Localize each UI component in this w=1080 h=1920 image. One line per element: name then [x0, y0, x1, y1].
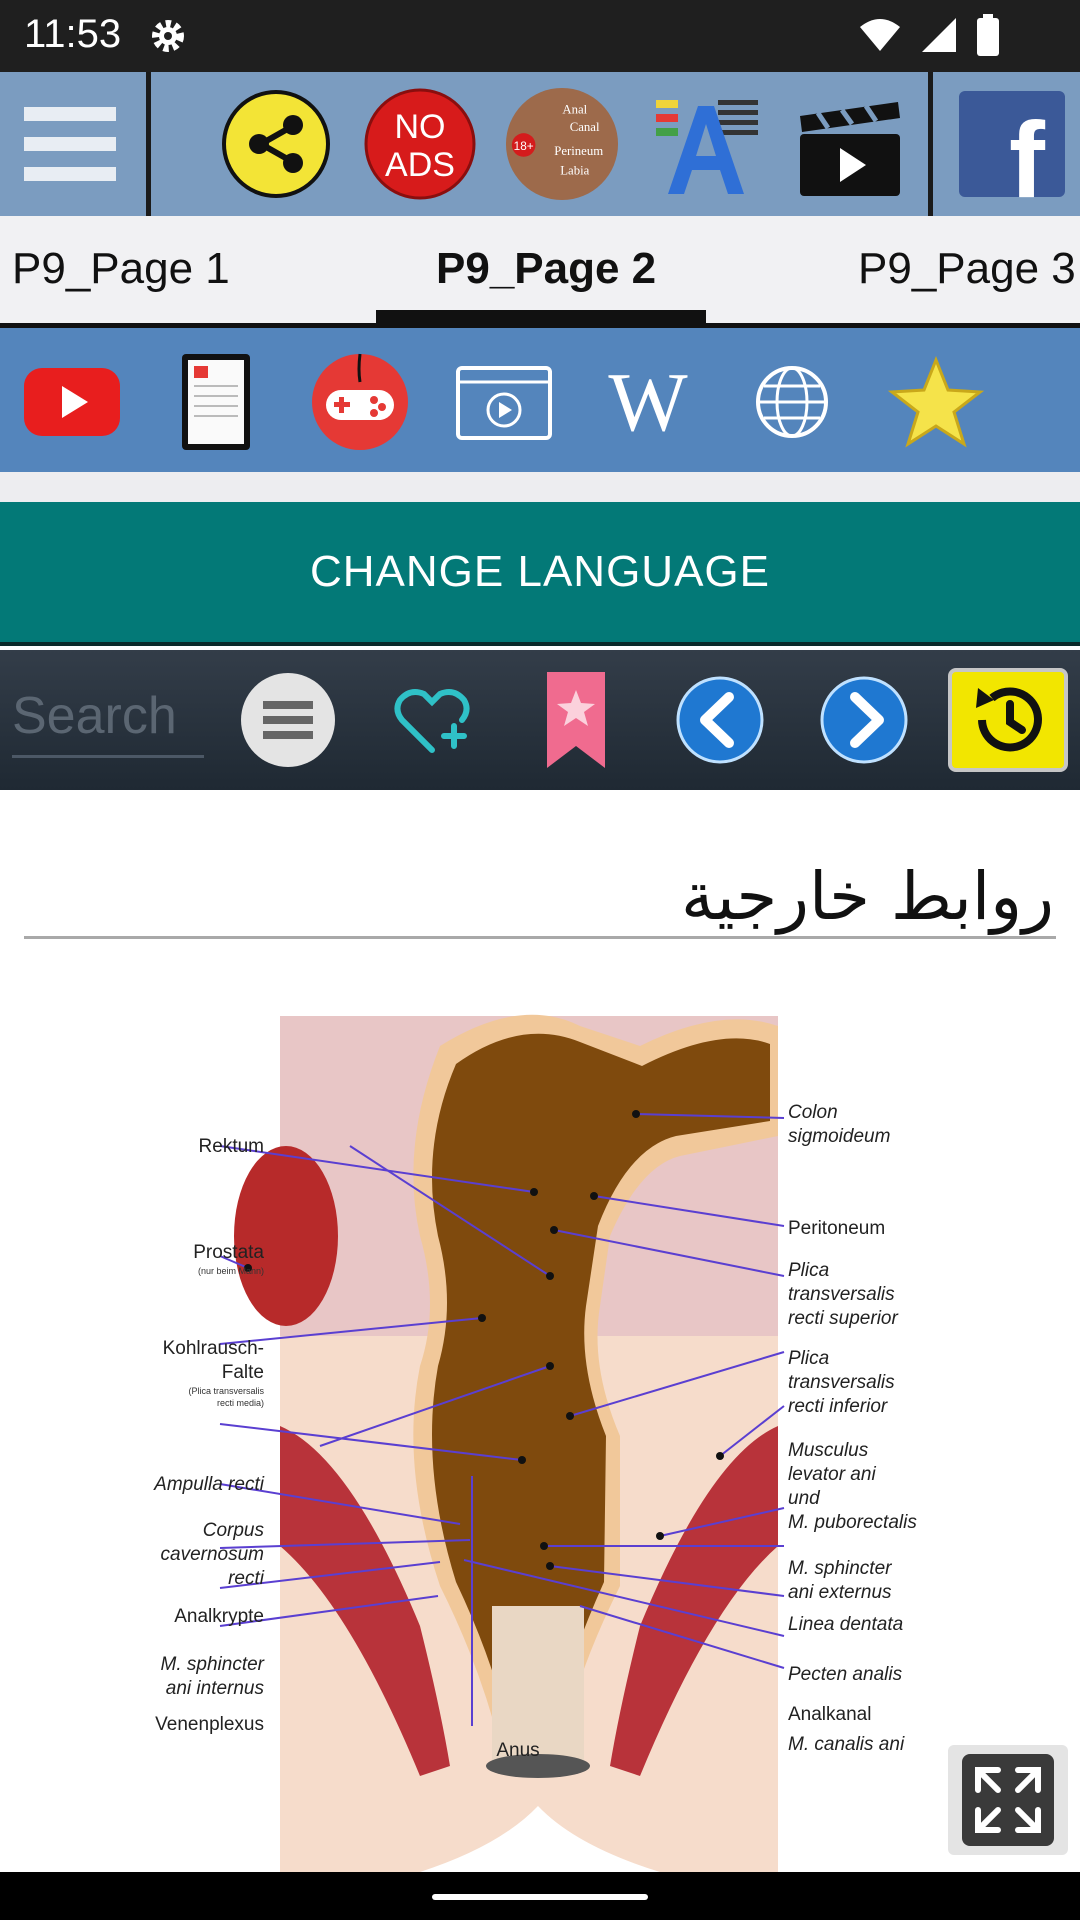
tab-page-2[interactable]: P9_Page 2: [436, 244, 657, 293]
game-button[interactable]: [308, 350, 412, 454]
rectum-anatomy-diagram: [120, 986, 960, 1872]
badge-word-2: Canal: [569, 120, 600, 135]
label-linea-dentata: Linea dentata: [788, 1614, 904, 1635]
forward-arrow-icon: [819, 675, 909, 765]
badge-word-3: Perineum: [554, 143, 604, 158]
wikipedia-button[interactable]: [596, 350, 700, 454]
label-corpus-3: recti: [228, 1568, 264, 1589]
label-corpus-2: cavernosum: [160, 1544, 264, 1565]
label-colon-1: Colon: [788, 1102, 838, 1123]
back-arrow-button[interactable]: [668, 668, 772, 772]
section-heading: روابط خارجية: [681, 858, 1054, 935]
list-menu-button[interactable]: [236, 668, 340, 772]
label-rektum: Rektum: [198, 1136, 264, 1157]
label-sphincter-int-2: ani internus: [165, 1678, 264, 1699]
battery-icon: [976, 14, 1000, 56]
change-language-button[interactable]: CHANGE LANGUAGE: [0, 502, 1080, 646]
clapperboard-icon: [794, 88, 906, 200]
no-ads-button[interactable]: [362, 86, 478, 202]
home-gesture-pill[interactable]: [432, 1894, 648, 1900]
hamburger-icon: [20, 99, 120, 189]
label-prostata-note: (nur beim Mann): [197, 1266, 264, 1276]
label-canalis-ani: M. canalis ani: [788, 1734, 905, 1755]
anatomy-badge-icon: [504, 85, 620, 203]
label-pecten-analis: Pecten analis: [788, 1664, 903, 1685]
add-favorite-button[interactable]: [380, 668, 484, 772]
label-kohlrausch-note-2: recti media): [216, 1398, 264, 1408]
wikipedia-letter: W: [608, 362, 688, 442]
no-ads-icon: [364, 88, 476, 200]
spacer: [0, 472, 1080, 502]
facebook-button[interactable]: [954, 86, 1070, 202]
status-time: 11:53: [24, 12, 122, 56]
badge-age-label: 18+: [513, 139, 534, 153]
facebook-icon: [957, 89, 1067, 199]
ebook-button[interactable]: [164, 350, 268, 454]
facebook-letter: f: [1009, 99, 1045, 199]
label-levator-2: levator ani: [788, 1464, 876, 1485]
label-sphincter-int-1: M. sphincter: [160, 1654, 264, 1675]
label-plica-inf-3: recti inferior: [788, 1396, 888, 1417]
anatomy-badge-button[interactable]: [504, 86, 620, 202]
label-corpus-1: Corpus: [202, 1520, 264, 1541]
bookmark-button[interactable]: [524, 668, 628, 772]
star-icon: [888, 356, 984, 448]
list-menu-icon: [239, 671, 337, 769]
badge-word-1: Anal: [562, 102, 588, 117]
status-bar: [0, 0, 1080, 72]
wikipedia-icon: [596, 362, 700, 442]
share-button[interactable]: [218, 86, 334, 202]
history-button[interactable]: [948, 668, 1068, 772]
label-sphincter-ext-2: ani externus: [788, 1582, 892, 1603]
label-levator-4: M. puborectalis: [788, 1512, 917, 1533]
video-button[interactable]: [792, 86, 908, 202]
wifi-icon: [858, 17, 902, 53]
hamburger-menu-button[interactable]: [12, 86, 128, 202]
search-toolbar: [0, 650, 1080, 790]
label-colon-2: sigmoideum: [788, 1126, 891, 1147]
youtube-icon: [22, 366, 122, 438]
video-player-button[interactable]: [452, 350, 556, 454]
web-button[interactable]: [740, 350, 844, 454]
label-ampulla-recti: Ampulla recti: [154, 1474, 264, 1495]
favorites-star-button[interactable]: [884, 350, 988, 454]
top-toolbar: [0, 72, 1080, 216]
article-content: [0, 790, 1080, 1872]
label-analkanal: Analkanal: [788, 1704, 872, 1725]
label-kohlrausch-note-1: (Plica transversalis: [188, 1386, 264, 1396]
heart-plus-icon: [392, 684, 472, 756]
label-plica-sup-1: Plica: [788, 1260, 830, 1281]
globe-icon: [752, 362, 832, 442]
label-plica-sup-2: transversalis: [788, 1284, 895, 1305]
search-input[interactable]: [12, 676, 204, 758]
label-anus: Anus: [496, 1740, 540, 1761]
heading-divider: [24, 936, 1056, 939]
tab-page-3[interactable]: P9_Page 3: [858, 244, 1076, 293]
label-peritoneum: Peritoneum: [788, 1218, 886, 1239]
fullscreen-icon: [960, 1752, 1056, 1848]
no-ads-line1: NO: [394, 108, 446, 146]
label-venenplexus: Venenplexus: [155, 1714, 264, 1735]
gamepad-icon: [310, 352, 410, 452]
toolbar-divider: [928, 72, 933, 216]
badge-word-4: Labia: [560, 163, 590, 178]
settings-gear-icon: [148, 16, 188, 56]
bookmark-star-icon: [543, 670, 609, 770]
back-arrow-icon: [675, 675, 765, 765]
toolbar-divider: [146, 72, 151, 216]
ebook-reader-icon: [180, 352, 252, 452]
icon-bar: [0, 328, 1080, 472]
youtube-button[interactable]: [20, 350, 124, 454]
label-prostata: Prostata: [193, 1242, 264, 1263]
font-size-button[interactable]: [648, 86, 764, 202]
label-levator-3: und: [788, 1488, 820, 1509]
label-plica-sup-3: recti superior: [788, 1308, 898, 1329]
label-analkrypte: Analkrypte: [174, 1606, 264, 1627]
label-levator-1: Musculus: [788, 1440, 869, 1461]
fullscreen-button[interactable]: [948, 1745, 1068, 1855]
share-icon: [221, 89, 331, 199]
label-kohlrausch-1: Kohlrausch-: [162, 1338, 264, 1359]
cell-signal-icon: [920, 16, 958, 54]
active-tab-indicator: [376, 310, 706, 323]
label-plica-inf-2: transversalis: [788, 1372, 895, 1393]
font-letter-icon: [648, 86, 764, 202]
system-nav-bar: [0, 1872, 1080, 1920]
forward-arrow-button[interactable]: [812, 668, 916, 772]
label-sphincter-ext-1: M. sphincter: [788, 1558, 892, 1579]
video-player-icon: [454, 362, 554, 442]
tab-page-1[interactable]: P9_Page 1: [12, 244, 230, 293]
no-ads-line2: ADS: [385, 146, 455, 184]
label-plica-inf-1: Plica: [788, 1348, 830, 1369]
label-kohlrausch-2: Falte: [221, 1362, 264, 1383]
history-icon: [948, 668, 1068, 772]
